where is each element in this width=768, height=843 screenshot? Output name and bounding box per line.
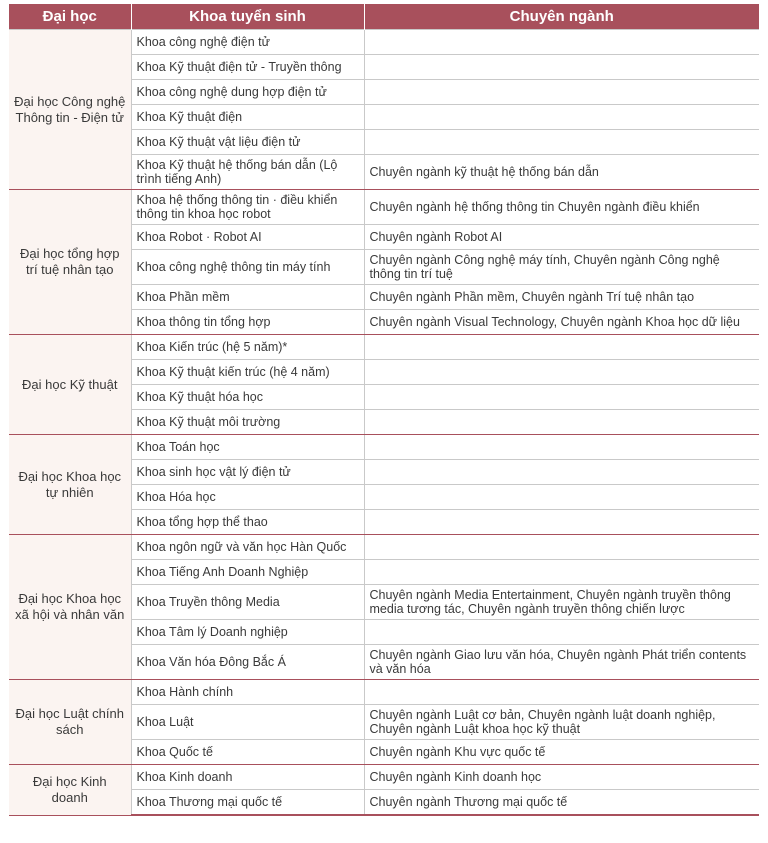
- major-cell: Chuyên ngành Visual Technology, Chuyên ngành Khoa học dữ liệu: [364, 310, 759, 335]
- major-cell: [364, 30, 759, 55]
- faculty-cell: Khoa Quốc tế: [131, 740, 364, 765]
- major-cell: [364, 510, 759, 535]
- major-cell: Chuyên ngành Media Entertainment, Chuyên ngành truyền thông media tương tác, Chuyên ngành truyền thông chiến lược: [364, 585, 759, 620]
- table-row: [9, 190, 759, 225]
- table-row: [9, 535, 759, 560]
- major-cell: [364, 55, 759, 80]
- faculty-cell: Khoa Kỹ thuật hệ thống bán dẫn (Lộ trình tiếng Anh): [131, 155, 364, 190]
- faculty-cell: Khoa công nghệ dung hợp điện tử: [131, 80, 364, 105]
- faculty-cell: Khoa Luật: [131, 705, 364, 740]
- major-cell: [364, 410, 759, 435]
- major-cell: [364, 105, 759, 130]
- faculty-cell: Khoa ngôn ngữ và văn học Hàn Quốc: [131, 535, 364, 560]
- university-cell: Đại học Khoa học tự nhiên: [9, 435, 131, 535]
- faculty-cell: Khoa Kỹ thuật vật liệu điện tử: [131, 130, 364, 155]
- major-cell: Chuyên ngành Công nghệ máy tính, Chuyên ngành Công nghệ thông tin trí tuệ: [364, 250, 759, 285]
- faculty-cell: Khoa Kỹ thuật điện tử - Truyền thông: [131, 55, 364, 80]
- major-cell: Chuyên ngành Phần mềm, Chuyên ngành Trí tuệ nhân tạo: [364, 285, 759, 310]
- admissions-table: [9, 4, 759, 816]
- major-cell: Chuyên ngành Thương mại quốc tế: [364, 790, 759, 816]
- major-cell: [364, 680, 759, 705]
- major-cell: Chuyên ngành hệ thống thông tin Chuyên ngành điều khiển: [364, 190, 759, 225]
- faculty-cell: Khoa Kỹ thuật điện: [131, 105, 364, 130]
- university-cell: Đại học Kinh doanh: [9, 765, 131, 816]
- header-faculty: Khoa tuyển sinh: [131, 4, 364, 30]
- faculty-cell: Khoa Tâm lý Doanh nghiệp: [131, 620, 364, 645]
- header-row: [9, 4, 759, 30]
- faculty-cell: Khoa tổng hợp thể thao: [131, 510, 364, 535]
- university-cell: Đại học Khoa học xã hội và nhân văn: [9, 535, 131, 680]
- major-cell: Chuyên ngành Giao lưu văn hóa, Chuyên ngành Phát triển contents và văn hóa: [364, 645, 759, 680]
- faculty-cell: Khoa Truyền thông Media: [131, 585, 364, 620]
- table-row: [9, 30, 759, 55]
- major-cell: Chuyên ngành Luật cơ bản, Chuyên ngành luật doanh nghiệp, Chuyên ngành Luật khoa học kỹ thuật: [364, 705, 759, 740]
- university-cell: Đại học tổng hợp trí tuệ nhân tạo: [9, 190, 131, 335]
- major-cell: Chuyên ngành kỹ thuật hệ thống bán dẫn: [364, 155, 759, 190]
- university-cell: Đại học Kỹ thuật: [9, 335, 131, 435]
- faculty-cell: Khoa Hóa học: [131, 485, 364, 510]
- faculty-cell: Khoa Toán học: [131, 435, 364, 460]
- faculty-cell: Khoa Kiến trúc (hệ 5 năm)*: [131, 335, 364, 360]
- major-cell: [364, 335, 759, 360]
- faculty-cell: Khoa hệ thống thông tin · điều khiển thông tin khoa học robot: [131, 190, 364, 225]
- faculty-cell: Khoa công nghệ điện tử: [131, 30, 364, 55]
- faculty-cell: Khoa thông tin tổng hợp: [131, 310, 364, 335]
- table-row: [9, 335, 759, 360]
- major-cell: [364, 560, 759, 585]
- major-cell: [364, 485, 759, 510]
- faculty-cell: Khoa Kinh doanh: [131, 765, 364, 790]
- major-cell: Chuyên ngành Robot AI: [364, 225, 759, 250]
- faculty-cell: Khoa Kỹ thuật kiến trúc (hệ 4 năm): [131, 360, 364, 385]
- major-cell: [364, 80, 759, 105]
- major-cell: [364, 385, 759, 410]
- major-cell: [364, 620, 759, 645]
- faculty-cell: Khoa Tiếng Anh Doanh Nghiệp: [131, 560, 364, 585]
- header-university: Đại học: [9, 4, 131, 30]
- major-cell: [364, 460, 759, 485]
- major-cell: [364, 130, 759, 155]
- faculty-cell: Khoa Hành chính: [131, 680, 364, 705]
- faculty-cell: Khoa Robot · Robot AI: [131, 225, 364, 250]
- header-major: Chuyên ngành: [364, 4, 759, 30]
- faculty-cell: Khoa Phần mềm: [131, 285, 364, 310]
- faculty-cell: Khoa sinh học vật lý điện tử: [131, 460, 364, 485]
- faculty-cell: Khoa Văn hóa Đông Bắc Á: [131, 645, 364, 680]
- table-row: [9, 435, 759, 460]
- major-cell: [364, 535, 759, 560]
- major-cell: [364, 360, 759, 385]
- university-cell: Đại học Luật chính sách: [9, 680, 131, 765]
- faculty-cell: Khoa Kỹ thuật môi trường: [131, 410, 364, 435]
- table-row: [9, 680, 759, 705]
- faculty-cell: Khoa công nghệ thông tin máy tính: [131, 250, 364, 285]
- faculty-cell: Khoa Kỹ thuật hóa học: [131, 385, 364, 410]
- faculty-cell: Khoa Thương mại quốc tế: [131, 790, 364, 816]
- major-cell: [364, 435, 759, 460]
- university-cell: Đại học Công nghệ Thông tin - Điện tử: [9, 30, 131, 190]
- major-cell: Chuyên ngành Kinh doanh học: [364, 765, 759, 790]
- major-cell: Chuyên ngành Khu vực quốc tế: [364, 740, 759, 765]
- table-row: [9, 765, 759, 790]
